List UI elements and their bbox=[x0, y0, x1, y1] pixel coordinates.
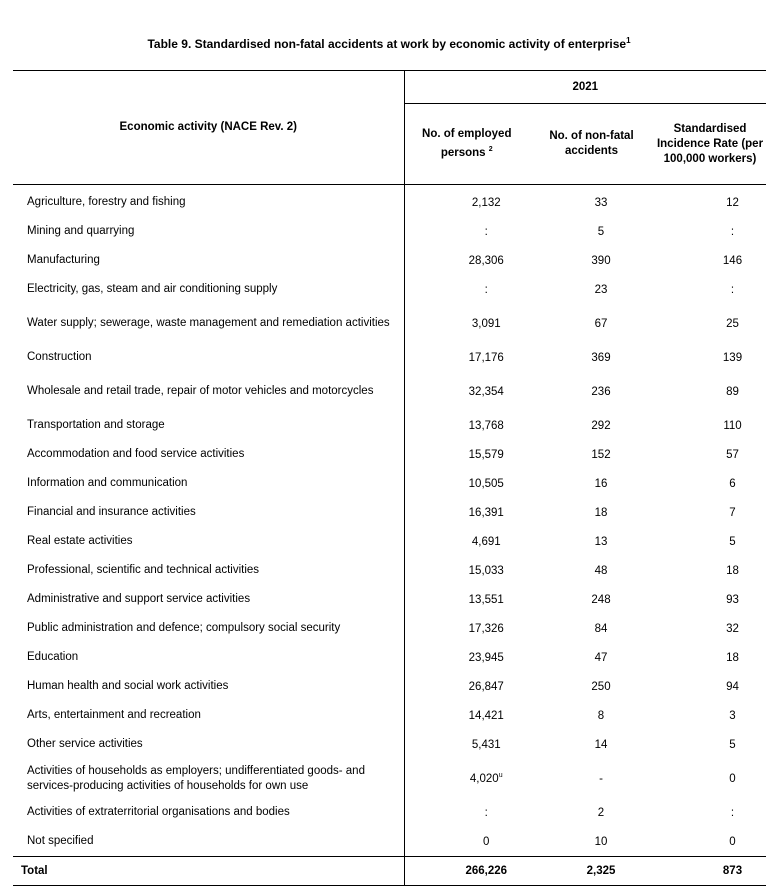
rate-cell-value: 5 bbox=[729, 738, 736, 751]
accidents-cell bbox=[529, 343, 654, 372]
accidents-cell bbox=[529, 585, 654, 614]
table-row bbox=[13, 498, 766, 527]
activity-cell bbox=[13, 585, 404, 614]
employed-cell-value: : bbox=[484, 283, 488, 296]
employed-cell bbox=[404, 827, 529, 857]
table-row bbox=[13, 372, 766, 411]
table-row bbox=[13, 798, 766, 827]
employed-cell bbox=[404, 440, 529, 469]
table-title-footnote: 1 bbox=[626, 36, 631, 45]
employed-cell-value: 15,579 bbox=[468, 448, 504, 461]
employed-cell bbox=[404, 556, 529, 585]
accidents-cell bbox=[529, 827, 654, 857]
table-row bbox=[13, 827, 766, 857]
total-row bbox=[13, 857, 766, 886]
activity-cell bbox=[13, 798, 404, 827]
employed-cell-value: 17,326 bbox=[468, 622, 504, 635]
header-employed-label: No. of employed persons bbox=[422, 128, 512, 159]
table-row bbox=[13, 217, 766, 246]
activity-cell bbox=[13, 185, 404, 218]
accidents-cell bbox=[529, 246, 654, 275]
table-row bbox=[13, 614, 766, 643]
rate-cell bbox=[654, 343, 766, 372]
rate-cell-value: 18 bbox=[726, 651, 739, 664]
activity-cell-value: Human health and social work activities bbox=[27, 680, 229, 692]
employed-cell bbox=[404, 217, 529, 246]
rate-cell bbox=[654, 527, 766, 556]
rate-cell-value: 0 bbox=[729, 835, 736, 848]
rate-cell bbox=[654, 498, 766, 527]
accidents-cell-value: 369 bbox=[591, 351, 611, 364]
activity-cell bbox=[13, 643, 404, 672]
rate-cell bbox=[654, 759, 766, 798]
employed-cell bbox=[404, 643, 529, 672]
rate-cell-value: 12 bbox=[726, 196, 739, 209]
rate-cell bbox=[654, 440, 766, 469]
accidents-cell-value: 47 bbox=[594, 651, 608, 664]
table-row bbox=[13, 246, 766, 275]
accidents-cell-value: 250 bbox=[591, 680, 611, 693]
rate-cell bbox=[654, 185, 766, 218]
employed-cell-value: 10,505 bbox=[468, 477, 504, 490]
activity-cell bbox=[13, 759, 404, 798]
accidents-cell bbox=[529, 643, 654, 672]
table-row bbox=[13, 556, 766, 585]
activity-cell bbox=[13, 343, 404, 372]
rate-cell-value: 139 bbox=[722, 351, 743, 364]
accidents-cell-value: - bbox=[599, 772, 603, 785]
employed-cell-value: 28,306 bbox=[468, 254, 504, 267]
table-row bbox=[13, 585, 766, 614]
employed-cell-value: 3,091 bbox=[471, 317, 501, 330]
accidents-cell-value: 5 bbox=[597, 225, 605, 238]
activity-cell-value: Agriculture, forestry and fishing bbox=[27, 196, 186, 208]
activity-cell-value: Construction bbox=[27, 351, 92, 363]
rate-cell-value: 110 bbox=[723, 419, 742, 432]
activity-cell bbox=[13, 556, 404, 585]
activity-cell-value: Manufacturing bbox=[27, 254, 100, 266]
activity-cell bbox=[13, 614, 404, 643]
employed-cell-value: 16,391 bbox=[468, 506, 504, 519]
employed-cell bbox=[404, 469, 529, 498]
employed-cell bbox=[404, 614, 529, 643]
accidents-cell bbox=[529, 672, 654, 701]
activity-cell-value: Financial and insurance activities bbox=[27, 506, 196, 518]
employed-cell bbox=[404, 304, 529, 343]
accidents-cell bbox=[529, 411, 654, 440]
rate-cell-value: 3 bbox=[729, 709, 736, 722]
rate-cell-value: 94 bbox=[726, 680, 739, 693]
accidents-cell bbox=[529, 730, 654, 759]
employed-cell-value: 5,431 bbox=[471, 738, 501, 751]
rate-cell bbox=[654, 372, 766, 411]
accidents-cell-value: 84 bbox=[594, 622, 608, 635]
activity-cell-value: Not specified bbox=[27, 835, 94, 847]
accidents-cell bbox=[529, 798, 654, 827]
accidents-cell-value: 248 bbox=[591, 593, 611, 606]
rate-cell bbox=[654, 701, 766, 730]
accidents-cell-value: 8 bbox=[597, 709, 605, 722]
activity-cell bbox=[13, 411, 404, 440]
accidents-cell-value: 14 bbox=[594, 738, 608, 751]
header-employed-footnote: 2 bbox=[488, 146, 493, 154]
employed-cell bbox=[404, 275, 529, 304]
table-body bbox=[13, 185, 766, 857]
rate-cell-value: : bbox=[730, 806, 735, 819]
employed-cell bbox=[404, 672, 529, 701]
rate-cell bbox=[654, 614, 766, 643]
header-activity: Economic activity (NACE Rev. 2) bbox=[13, 71, 404, 185]
activity-cell-value: Accommodation and food service activities bbox=[27, 448, 245, 460]
activity-cell bbox=[13, 827, 404, 857]
activity-cell-value: Professional, scientific and technical activities bbox=[27, 564, 260, 576]
activity-cell bbox=[13, 440, 404, 469]
accidents-cell bbox=[529, 304, 654, 343]
employed-cell bbox=[404, 527, 529, 556]
employed-cell bbox=[404, 585, 529, 614]
rate-cell bbox=[654, 469, 766, 498]
employed-cell bbox=[404, 343, 529, 372]
table-row bbox=[13, 643, 766, 672]
employed-cell-value: 2,132 bbox=[471, 196, 501, 209]
rate-cell-value: : bbox=[730, 283, 735, 296]
rate-cell bbox=[654, 672, 766, 701]
activity-cell-value: Education bbox=[27, 651, 79, 663]
accidents-cell-value: 33 bbox=[594, 196, 608, 209]
activity-cell-value: Electricity, gas, steam and air conditioning supply bbox=[27, 283, 278, 295]
rate-cell bbox=[654, 304, 766, 343]
activity-cell bbox=[13, 372, 404, 411]
accidents-table bbox=[13, 70, 766, 886]
accidents-cell bbox=[529, 498, 654, 527]
employed-cell-value: 32,354 bbox=[468, 385, 504, 398]
activity-cell bbox=[13, 498, 404, 527]
employed-cell-value: 4,020 bbox=[469, 772, 499, 785]
rate-cell-value: 18 bbox=[726, 564, 739, 577]
accidents-cell-value: 152 bbox=[591, 448, 611, 461]
rate-cell-value: : bbox=[730, 225, 735, 238]
rate-cell bbox=[654, 246, 766, 275]
accidents-cell-value: 13 bbox=[594, 535, 608, 548]
table-row bbox=[13, 275, 766, 304]
table-row bbox=[13, 759, 766, 798]
employed-cell bbox=[404, 411, 529, 440]
activity-cell bbox=[13, 217, 404, 246]
employed-cell-value: 23,945 bbox=[468, 651, 504, 664]
rate-cell bbox=[654, 275, 766, 304]
accidents-cell bbox=[529, 614, 654, 643]
activity-cell-value: Transportation and storage bbox=[27, 419, 165, 431]
accidents-cell bbox=[529, 701, 654, 730]
employed-cell bbox=[404, 246, 529, 275]
employed-cell bbox=[404, 701, 529, 730]
accidents-cell-value: 23 bbox=[594, 283, 608, 296]
employed-cell bbox=[404, 798, 529, 827]
rate-cell bbox=[654, 730, 766, 759]
table-row bbox=[13, 343, 766, 372]
activity-cell-value: Activities of households as employers; undifferentiated goods- and services-producing activities of households for own use bbox=[27, 764, 365, 792]
accidents-cell-value: 390 bbox=[591, 254, 611, 267]
header-accidents: No. of non-fatal accidents bbox=[529, 104, 654, 185]
accidents-cell bbox=[529, 556, 654, 585]
table-title-text: Table 9. Standardised non-fatal accidents at work by economic activity of enterprise bbox=[147, 37, 627, 51]
employed-cell-value: 0 bbox=[483, 835, 490, 848]
employed-cell-value: 13,551 bbox=[468, 593, 504, 606]
activity-cell-value: Other service activities bbox=[27, 738, 143, 750]
activity-cell bbox=[13, 275, 404, 304]
activity-cell-value: Real estate activities bbox=[27, 535, 133, 547]
table-row bbox=[13, 672, 766, 701]
rate-cell-value: 146 bbox=[722, 254, 743, 267]
employed-cell bbox=[404, 498, 529, 527]
rate-cell bbox=[654, 585, 766, 614]
accidents-cell bbox=[529, 372, 654, 411]
rate-cell-value: 89 bbox=[726, 385, 739, 398]
accidents-cell-value: 236 bbox=[591, 385, 611, 398]
table-title bbox=[0, 36, 778, 51]
employed-cell bbox=[404, 185, 529, 218]
rate-cell-value: 7 bbox=[729, 506, 736, 519]
rate-cell-value: 6 bbox=[729, 477, 736, 490]
rate-cell-value: 32 bbox=[726, 622, 739, 635]
rate-cell-value: 57 bbox=[726, 448, 739, 461]
header-employed bbox=[404, 104, 529, 185]
activity-cell bbox=[13, 672, 404, 701]
table-row bbox=[13, 730, 766, 759]
rate-cell bbox=[654, 798, 766, 827]
employed-cell-value: 14,421 bbox=[468, 709, 504, 722]
header-rate: Standardised Incidence Rate (per 100,000 workers) bbox=[654, 104, 766, 185]
activity-cell-value: Water supply; sewerage, waste management and remediation activities bbox=[27, 317, 390, 329]
employed-cell-value: 13,768 bbox=[468, 419, 504, 432]
activity-cell bbox=[13, 730, 404, 759]
employed-cell-value: 26,847 bbox=[468, 680, 504, 693]
employed-flag: u bbox=[498, 772, 503, 780]
rate-cell bbox=[654, 217, 766, 246]
employed-cell-value: : bbox=[484, 225, 488, 238]
header-year: 2021 bbox=[404, 71, 766, 104]
activity-cell bbox=[13, 527, 404, 556]
table-row bbox=[13, 304, 766, 343]
table-row bbox=[13, 469, 766, 498]
accidents-cell-value: 67 bbox=[594, 317, 608, 330]
employed-cell-value: : bbox=[484, 806, 488, 819]
accidents-cell bbox=[529, 469, 654, 498]
accidents-cell bbox=[529, 185, 654, 218]
activity-cell-value: Administrative and support service activities bbox=[27, 593, 251, 605]
activity-cell bbox=[13, 701, 404, 730]
employed-cell-value: 15,033 bbox=[468, 564, 504, 577]
employed-cell bbox=[404, 759, 529, 798]
activity-cell bbox=[13, 246, 404, 275]
rate-cell-value: 25 bbox=[726, 317, 739, 330]
accidents-cell-value: 292 bbox=[591, 419, 611, 432]
table-row bbox=[13, 701, 766, 730]
rate-cell-value: 93 bbox=[726, 593, 739, 606]
activity-cell-value: Mining and quarrying bbox=[27, 225, 135, 237]
rate-cell-value: 0 bbox=[729, 772, 736, 785]
activity-cell-value: Arts, entertainment and recreation bbox=[27, 709, 201, 721]
accidents-cell bbox=[529, 217, 654, 246]
activity-cell bbox=[13, 304, 404, 343]
accidents-cell bbox=[529, 759, 654, 798]
rate-cell bbox=[654, 827, 766, 857]
table-row bbox=[13, 440, 766, 469]
activity-cell-value: Wholesale and retail trade, repair of motor vehicles and motorcycles bbox=[27, 385, 374, 397]
employed-cell bbox=[404, 730, 529, 759]
table-row bbox=[13, 185, 766, 218]
accidents-cell bbox=[529, 527, 654, 556]
employed-cell-value: 17,176 bbox=[468, 351, 504, 364]
activity-cell-value: Information and communication bbox=[27, 477, 188, 489]
accidents-cell-value: 16 bbox=[594, 477, 608, 490]
accidents-cell bbox=[529, 440, 654, 469]
employed-cell bbox=[404, 372, 529, 411]
accidents-cell bbox=[529, 275, 654, 304]
accidents-cell-value: 2 bbox=[597, 806, 605, 819]
accidents-cell-value: 18 bbox=[594, 506, 608, 519]
rate-cell bbox=[654, 411, 766, 440]
rate-cell bbox=[654, 643, 766, 672]
table-row bbox=[13, 527, 766, 556]
rate-cell bbox=[654, 556, 766, 585]
activity-cell-value: Public administration and defence; compulsory social security bbox=[27, 622, 341, 634]
accidents-cell-value: 48 bbox=[594, 564, 608, 577]
total-rate: 873 bbox=[654, 857, 766, 886]
total-employed: 266,226 bbox=[404, 857, 529, 886]
employed-cell-value: 4,691 bbox=[471, 535, 501, 548]
table-row bbox=[13, 411, 766, 440]
rate-cell-value: 5 bbox=[729, 535, 736, 548]
accidents-cell-value: 10 bbox=[594, 835, 608, 848]
activity-cell-value: Activities of extraterritorial organisations and bodies bbox=[27, 806, 290, 818]
total-accidents: 2,325 bbox=[529, 857, 654, 886]
activity-cell bbox=[13, 469, 404, 498]
total-label: Total bbox=[13, 857, 404, 886]
